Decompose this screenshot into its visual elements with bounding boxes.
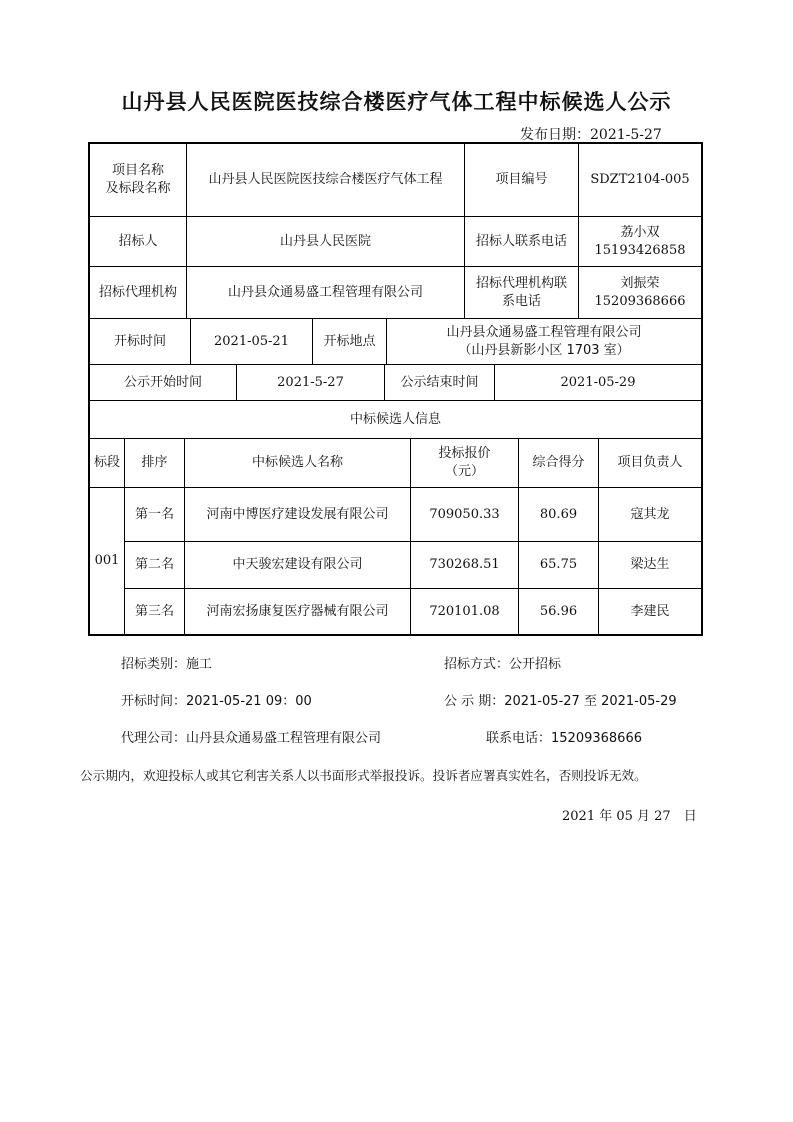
agency-contact: [579, 267, 701, 318]
project-name-label-line1: 项目名称: [111, 163, 164, 178]
announcement-table: [88, 142, 703, 636]
col-header-score: 综合得分: [532, 455, 585, 470]
section-value: 001: [94, 553, 120, 568]
publish-date-value: 2021-5-27: [590, 127, 662, 143]
project-no-label: 项目编号: [495, 172, 548, 187]
candidate-name: 河南宏扬康复医疗器械有限公司: [206, 603, 389, 619]
candidate-manager: 李建民: [630, 603, 670, 619]
candidate-score: 80.69: [539, 506, 578, 522]
candidate-manager: 寇其龙: [630, 506, 670, 522]
tenderer-phone-label: 招标人联系电话: [475, 233, 567, 249]
section-header: 中标候选人信息: [349, 411, 441, 427]
publish-date: [520, 124, 662, 144]
col-header-price-line1: 投标报价: [438, 446, 491, 461]
agent-line: [121, 727, 381, 746]
agency-phone-label: [465, 267, 578, 318]
period-label: 公 示 期：: [444, 694, 505, 709]
col-header-manager: 项目负责人: [617, 455, 683, 470]
open-time-line: [121, 690, 312, 709]
tenderer-contact-name: 荔小双: [620, 224, 660, 240]
open-place-line1: 山丹县众通易盛工程管理有限公司: [446, 324, 642, 340]
agency-contact-phone: 15209368666: [594, 293, 686, 309]
candidate-rank: 第二名: [134, 557, 174, 572]
agent-value: 山丹县众通易盛工程管理有限公司: [186, 731, 382, 746]
period-line: [444, 690, 677, 709]
agent-label: 代理公司：: [121, 731, 187, 746]
project-no: SDZT2104-005: [590, 172, 690, 187]
agency-phone-label-line2: 系电话: [501, 293, 541, 309]
publish-date-label: 发布日期：: [520, 127, 590, 143]
candidate-name: 河南中博医疗建设发展有限公司: [206, 506, 389, 522]
open-time-info-value: 2021-05-21 09：00: [186, 694, 312, 709]
agency-contact-name: 刘振荣: [620, 275, 660, 291]
candidate-price: 720101.08: [429, 603, 500, 619]
method-value: 公开招标: [509, 657, 562, 672]
notice-start: 2021-5-27: [277, 374, 344, 390]
tenderer-contact: [579, 217, 701, 266]
open-place: [387, 319, 701, 364]
page-title: 山丹县人民医院医技综合楼医疗气体工程中标候选人公示: [121, 90, 672, 114]
method-line: [444, 653, 561, 672]
candidate-rank: 第一名: [134, 506, 174, 522]
method-label: 招标方式：: [444, 657, 510, 672]
col-header-price-line2: （元）: [444, 464, 484, 479]
candidate-rank: 第三名: [134, 603, 174, 619]
phone-label: 联系电话：: [486, 731, 552, 746]
notice-end: 2021-05-29: [560, 374, 636, 390]
col-header-name: 中标候选人名称: [251, 455, 343, 470]
candidate-score: 56.96: [539, 603, 578, 619]
open-time-info-label: 开标时间：: [121, 694, 187, 709]
category-value: 施工: [186, 657, 213, 672]
agency-phone-label-line1: 招标代理机构联: [475, 275, 567, 291]
col-header-price: [411, 439, 518, 487]
open-place-line2: （山丹县新影小区 1703 室）: [458, 342, 630, 358]
phone-value: 15209368666: [551, 731, 642, 746]
candidate-manager: 梁达生: [630, 557, 670, 572]
phone-line: [486, 727, 642, 746]
category-label: 招标类别：: [121, 657, 187, 672]
candidate-price: 709050.33: [429, 506, 500, 522]
notice-end-label: 公示结束时间: [400, 374, 479, 390]
project-name: 山丹县人民医院医技综合楼医疗气体工程: [208, 172, 443, 187]
project-name-label-line2: 及标段名称: [105, 181, 171, 196]
tenderer-contact-phone: 15193426858: [594, 242, 686, 258]
tenderer: 山丹县人民医院: [279, 233, 371, 249]
category-line: [121, 653, 212, 672]
candidate-name: 中天骏宏建设有限公司: [232, 557, 363, 572]
tenderer-label: 招标人: [118, 233, 158, 249]
period-value: 2021-05-27 至 2021-05-29: [504, 694, 677, 709]
open-time-label: 开标时间: [113, 333, 166, 349]
agency-label: 招标代理机构: [98, 284, 177, 300]
notice-start-label: 公示开始时间: [123, 374, 202, 390]
open-time: 2021-05-21: [214, 333, 289, 349]
open-place-label: 开标地点: [323, 333, 376, 349]
col-header-rank: 排序: [141, 455, 168, 470]
col-header-section: 标段: [93, 455, 120, 470]
complaint-notice: 公示期内，欢迎投标人或其它利害关系人以书面形式举报投诉。投诉者应署真实姓名，否则投诉无效。: [80, 768, 647, 783]
project-name-label: [90, 144, 186, 216]
candidate-price: 730268.51: [429, 557, 500, 572]
sign-date: 2021 年 05 月 27 日: [562, 809, 697, 824]
agency: 山丹县众通易盛工程管理有限公司: [227, 284, 423, 300]
candidate-score: 65.75: [539, 557, 578, 572]
